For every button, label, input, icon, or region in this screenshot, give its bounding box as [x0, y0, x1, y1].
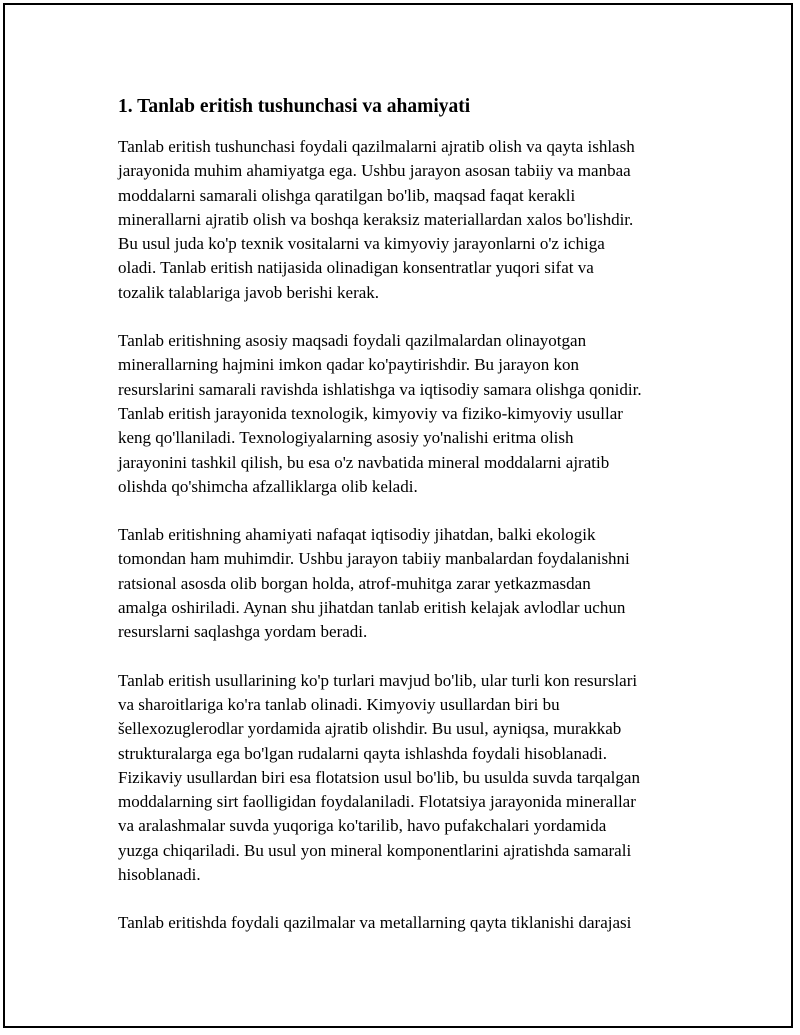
paragraph-3 — [118, 523, 708, 644]
text-line: amalga oshiriladi. Aynan shu jihatdan tanlab eritish kelajak avlodlar uchun — [118, 598, 626, 618]
text-line: Tanlab eritishda foydali qazilmalar va metallarning qayta tiklanishi darajasi — [118, 913, 632, 933]
paragraph-5 — [118, 911, 708, 935]
text-line: keng qo'llaniladi. Texnologiyalarning asosiy yo'nalishi eritma olish — [118, 428, 574, 448]
text-line: yuzga chiqariladi. Bu usul yon mineral komponentlarini ajratishda samarali — [118, 840, 632, 860]
text-line: moddalarning sirt faolligidan foydalaniladi. Flotatsiya jarayonida minerallar — [118, 792, 636, 812]
text-line: ratsional asosda olib borgan holda, atrof-muhitga zarar yetkazmasdan — [118, 573, 591, 593]
text-line: Tanlab eritish jarayonida texnologik, kimyoviy va fiziko-kimyoviy usullar — [118, 403, 623, 423]
text-line: Fizikaviy usullardan biri esa flotatsion usul bo'lib, bu usulda suvda tarqalgan — [118, 767, 640, 787]
text-line: va sharoitlariga ko'ra tanlab olinadi. Kimyoviy usullardan biri bu — [118, 694, 560, 714]
text-line: Tanlab eritishning ahamiyati nafaqat iqtisodiy jihatdan, balki ekologik — [118, 525, 596, 545]
text-line: minerallarning hajmini imkon qadar ko'paytirishdir. Bu jarayon kon — [118, 355, 580, 375]
text-line: strukturalarga ega bo'lgan rudalarni qayta ishlashda foydali hisoblanadi. — [118, 743, 607, 763]
section-heading: 1. Tanlab eritish tushunchasi va ahamiyati — [118, 96, 471, 117]
text-line: resurslarini samarali ravishda ishlatishga va iqtisodiy samara olishga qonidir. — [118, 379, 642, 399]
paragraph-2 — [118, 329, 708, 499]
text-line: šellexozuglerodlar yordamida ajratib olishdir. Bu usul, ayniqsa, murakkab — [118, 719, 622, 739]
document-body — [118, 93, 708, 960]
text-line: Tanlab eritish usullarining ko'p turlari mavjud bo'lib, ular turli kon resurslari — [118, 670, 638, 690]
text-line: resurslarni saqlashga yordam beradi. — [118, 622, 368, 642]
paragraph-4 — [118, 669, 708, 888]
paragraph-1 — [118, 135, 708, 305]
text-line: tozalik talablariga javob berishi kerak. — [118, 282, 380, 302]
text-line: minerallarni ajratib olish va boshqa keraksiz materiallardan xalos bo'lishdir. — [118, 209, 634, 229]
text-line: va aralashmalar suvda yuqoriga ko'tarilib, havo pufakchalari yordamida — [118, 816, 607, 836]
text-line: Bu usul juda ko'p texnik vositalarni va kimyoviy jarayonlarni o'z ichiga — [118, 234, 605, 254]
text-line: hisoblanadi. — [118, 865, 201, 885]
text-line: moddalarni samarali olishga qaratilgan bo'lib, maqsad faqat kerakli — [118, 185, 576, 205]
text-line: jarayonida muhim ahamiyatga ega. Ushbu jarayon asosan tabiiy va manbaa — [118, 161, 631, 181]
text-line: jarayonini tashkil qilish, bu esa o'z navbatida mineral moddalarni ajratib — [118, 452, 610, 472]
text-line: Tanlab eritishning asosiy maqsadi foydali qazilmalardan olinayotgan — [118, 331, 587, 351]
text-line: Tanlab eritish tushunchasi foydali qazilmalarni ajratib olish va qayta ishlash — [118, 137, 635, 156]
text-line: olishda qo'shimcha afzalliklarga olib keladi. — [118, 476, 418, 496]
text-line: oladi. Tanlab eritish natijasida olinadigan konsentratlar yuqori sifat va — [118, 258, 594, 278]
text-line: tomondan ham muhimdir. Ushbu jarayon tabiiy manbalardan foydalanishni — [118, 549, 630, 569]
